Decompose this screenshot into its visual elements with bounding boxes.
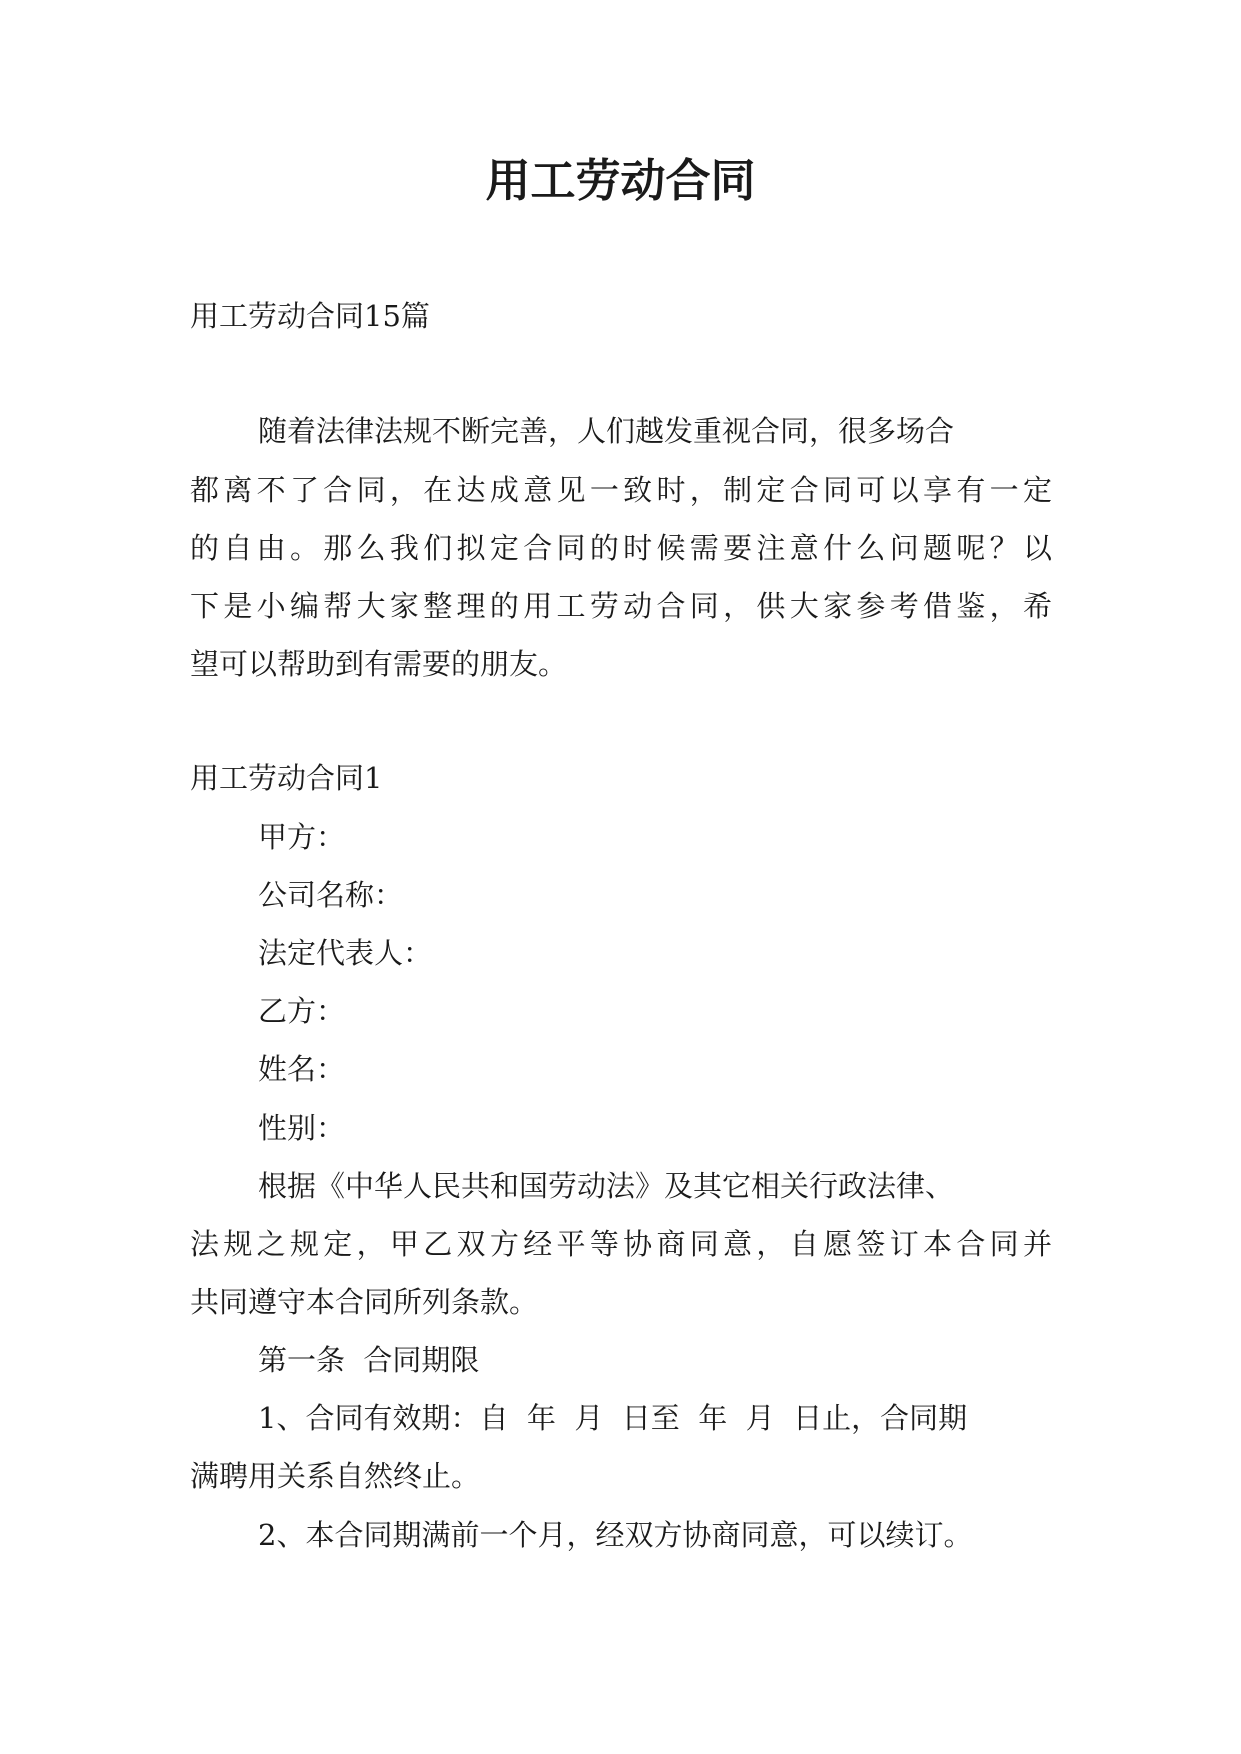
basis-line-3: 共同遵守本合同所列条款。 (190, 1285, 539, 1319)
intro-line-3: 的自由。那么我们拟定合同的时候需要注意什么问题呢？以 (190, 531, 1052, 565)
intro-line-5: 望可以帮助到有需要的朋友。 (190, 647, 568, 681)
section-heading: 用工劳动合同1 (190, 761, 383, 795)
intro-line-1: 随着法律法规不断完善，人们越发重视合同，很多场合 (258, 414, 955, 448)
clause-1-line-2: 满聘用关系自然终止。 (190, 1459, 481, 1493)
party-b-label: 乙方： (258, 994, 346, 1028)
basis-line-1: 根据《中华人民共和国劳动法》及其它相关行政法律、 (258, 1169, 955, 1203)
party-a-label: 甲方： (258, 820, 346, 854)
document-subtitle: 用工劳动合同15篇 (190, 299, 430, 333)
gender-label: 性别： (258, 1111, 346, 1145)
intro-line-2: 都离不了合同，在达成意见一致时，制定合同可以享有一定 (190, 473, 1052, 507)
name-label: 姓名： (258, 1052, 346, 1086)
company-name-label: 公司名称： (258, 878, 404, 912)
basis-line-2: 法规之规定，甲乙双方经平等协商同意，自愿签订本合同并 (190, 1227, 1052, 1261)
clause-2: 2、本合同期满前一个月，经双方协商同意，可以续订。 (258, 1518, 973, 1552)
article-1-heading: 第一条 合同期限 (258, 1343, 480, 1377)
intro-line-4: 下是小编帮大家整理的用工劳动合同，供大家参考借鉴，希 (190, 589, 1052, 623)
clause-1-line-1: 1、合同有效期：自 年 月 日至 年 月 日止，合同期 (258, 1401, 968, 1435)
document-title: 用工劳动合同 (485, 154, 756, 207)
legal-rep-label: 法定代表人： (258, 936, 433, 970)
